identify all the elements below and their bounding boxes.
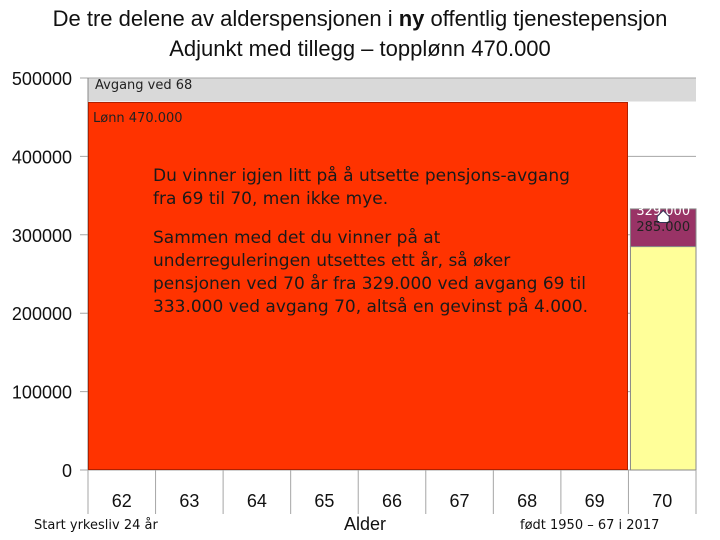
x-tick-label: 63 bbox=[179, 491, 200, 511]
title-part-end: offentlig tjenestepensjon bbox=[424, 6, 668, 31]
y-tick-label: 300000 bbox=[11, 225, 72, 246]
bar-segment bbox=[630, 247, 696, 470]
x-tick-label: 62 bbox=[111, 491, 132, 511]
x-tick-label: 64 bbox=[246, 491, 267, 511]
footer-x-axis-label: Alder bbox=[344, 514, 387, 534]
footer-start-career: Start yrkesliv 24 år bbox=[34, 518, 158, 533]
data-label: 329.000 bbox=[636, 203, 691, 219]
x-tick-label: 66 bbox=[381, 491, 403, 511]
retirement-age-label: Avgang ved 68 bbox=[95, 78, 193, 93]
x-tick-label: 69 bbox=[584, 491, 605, 511]
overlay-paragraph-1: Du vinner igjen litt på å utsette pensjons-avgang fra 69 til 70, men ikke mye. bbox=[153, 165, 570, 209]
overlay-paragraph-2: Sammen med det du vinner på at underreguleringen utsettes ett år, så øker pensjonen ved 70 år fra 329.000 ved avgang 69 til 333.000 ved avgang 70, altså en gevinst på 4.000. bbox=[153, 227, 589, 317]
chart-title-line2: Adjunkt med tillegg – topplønn 470.000 bbox=[169, 36, 551, 61]
y-tick-label: 200000 bbox=[11, 304, 72, 325]
x-tick-label: 67 bbox=[449, 491, 470, 511]
y-tick-label: 0 bbox=[61, 461, 72, 481]
x-tick-label: 65 bbox=[314, 491, 335, 511]
footer-birth-info: født 1950 – 67 i 2017 bbox=[520, 518, 660, 533]
x-tick-label: 70 bbox=[652, 491, 673, 511]
title-part: De tre delene av alderspensjonen i bbox=[52, 6, 399, 31]
data-label: 285.000 bbox=[636, 219, 691, 235]
y-tick-label: 500000 bbox=[11, 69, 72, 89]
text-overlay-box bbox=[88, 102, 628, 470]
x-tick-label: 68 bbox=[517, 491, 538, 511]
y-tick-label: 400000 bbox=[11, 147, 72, 168]
title-bold-part: ny bbox=[398, 6, 425, 31]
data-label: 333.000 bbox=[636, 187, 691, 203]
salary-label: Lønn 470.000 bbox=[93, 110, 183, 126]
y-tick-label: 100000 bbox=[11, 382, 72, 403]
overlay-text bbox=[153, 165, 593, 335]
